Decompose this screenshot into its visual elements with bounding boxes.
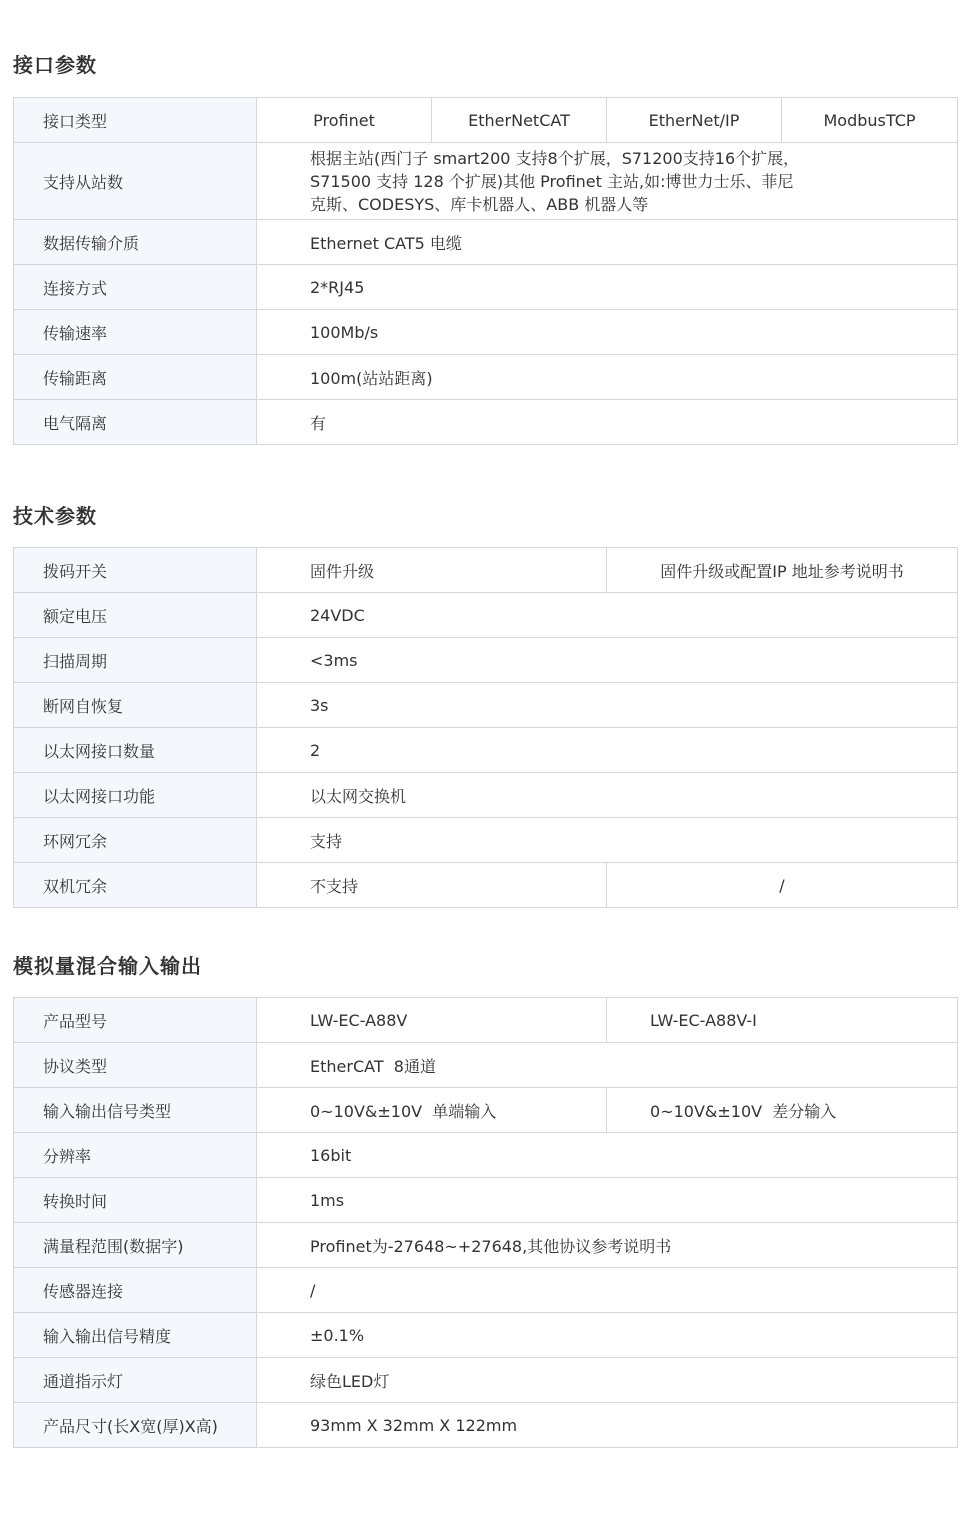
interface-type-ethernetcat: EtherNetCAT — [432, 98, 607, 143]
table-row — [14, 863, 958, 908]
row-label: 传感器连接 — [14, 1268, 257, 1313]
table-row — [14, 1358, 958, 1403]
row-value: Profinet为-27648~+27648,其他协议参考说明书 — [257, 1223, 958, 1268]
table-row — [14, 773, 958, 818]
row-value: 1ms — [257, 1178, 958, 1223]
row-label: 接口类型 — [14, 98, 257, 143]
table-row — [14, 310, 958, 355]
row-label: 环网冗余 — [14, 818, 257, 863]
table-row — [14, 998, 958, 1043]
row-value: Ethernet CAT5 电缆 — [257, 220, 958, 265]
table-row — [14, 355, 958, 400]
row-label: 分辨率 — [14, 1133, 257, 1178]
table-row — [14, 1088, 958, 1133]
value-line: 克斯、CODESYS、库卡机器人、ABB 机器人等 — [310, 194, 649, 214]
row-label: 数据传输介质 — [14, 220, 257, 265]
row-label: 以太网接口数量 — [14, 728, 257, 773]
row-value: 以太网交换机 — [257, 773, 958, 818]
section-title-analog: 模拟量混合输入输出 — [13, 954, 202, 978]
row-value: 绿色LED灯 — [257, 1358, 958, 1403]
row-label: 支持从站数 — [14, 143, 257, 220]
interface-type-profinet: Profinet — [257, 98, 432, 143]
row-label: 扫描周期 — [14, 638, 257, 683]
row-value: 24VDC — [257, 593, 958, 638]
value-line: S71500 支持 128 个扩展)其他 Profinet 主站,如:博世力士乐、菲尼 — [310, 171, 794, 191]
row-value: 100m(站站距离) — [257, 355, 958, 400]
row-value-secondary: LW-EC-A88V-I — [607, 998, 958, 1043]
table-row — [14, 818, 958, 863]
row-value: / — [257, 1268, 958, 1313]
row-value: EtherCAT 8通道 — [257, 1043, 958, 1088]
row-value: <3ms — [257, 638, 958, 683]
row-label: 断网自恢复 — [14, 683, 257, 728]
row-label: 满量程范围(数据字) — [14, 1223, 257, 1268]
analog-params-table — [13, 997, 958, 1448]
row-label: 产品尺寸(长X宽(厚)X高) — [14, 1403, 257, 1448]
row-value: 100Mb/s — [257, 310, 958, 355]
table-row — [14, 1133, 958, 1178]
row-label: 电气隔离 — [14, 400, 257, 445]
table-row — [14, 1178, 958, 1223]
table-row — [14, 683, 958, 728]
table-row — [14, 400, 958, 445]
interface-type-ethernetip: EtherNet/IP — [607, 98, 782, 143]
table-row — [14, 1403, 958, 1448]
table-row — [14, 593, 958, 638]
row-value-secondary: / — [607, 863, 958, 908]
row-label: 传输距离 — [14, 355, 257, 400]
table-row — [14, 220, 958, 265]
row-label: 产品型号 — [14, 998, 257, 1043]
row-value: 0~10V&±10V 单端输入 — [257, 1088, 607, 1133]
row-value: 固件升级 — [257, 548, 607, 593]
row-label: 连接方式 — [14, 265, 257, 310]
row-value: 支持 — [257, 818, 958, 863]
interface-type-modbustcp: ModbusTCP — [782, 98, 958, 143]
row-value: 2*RJ45 — [257, 265, 958, 310]
row-value: LW-EC-A88V — [257, 998, 607, 1043]
row-value: 93mm X 32mm X 122mm — [257, 1403, 958, 1448]
row-label: 输入输出信号精度 — [14, 1313, 257, 1358]
section-title-interface: 接口参数 — [13, 53, 97, 77]
value-line: 根据主站(西门子 smart200 支持8个扩展，S71200支持16个扩展， — [310, 148, 800, 168]
row-label: 协议类型 — [14, 1043, 257, 1088]
row-label: 转换时间 — [14, 1178, 257, 1223]
row-value: 有 — [257, 400, 958, 445]
row-value: 16bit — [257, 1133, 958, 1178]
row-label: 额定电压 — [14, 593, 257, 638]
table-row — [14, 1223, 958, 1268]
row-label: 双机冗余 — [14, 863, 257, 908]
table-row — [14, 548, 958, 593]
row-value-secondary: 固件升级或配置IP 地址参考说明书 — [607, 548, 958, 593]
row-value: 3s — [257, 683, 958, 728]
row-value: ±0.1% — [257, 1313, 958, 1358]
table-row — [14, 1313, 958, 1358]
table-row — [14, 265, 958, 310]
row-value — [257, 143, 958, 220]
row-label: 传输速率 — [14, 310, 257, 355]
table-row — [14, 143, 958, 220]
row-value: 2 — [257, 728, 958, 773]
row-value: 不支持 — [257, 863, 607, 908]
technical-params-table — [13, 547, 958, 908]
table-row — [14, 728, 958, 773]
table-row — [14, 1268, 958, 1313]
section-title-technical: 技术参数 — [13, 504, 97, 528]
row-label: 拨码开关 — [14, 548, 257, 593]
table-row — [14, 638, 958, 683]
table-row — [14, 98, 958, 143]
row-label: 输入输出信号类型 — [14, 1088, 257, 1133]
table-row — [14, 1043, 958, 1088]
row-value-secondary: 0~10V&±10V 差分输入 — [607, 1088, 958, 1133]
row-label: 通道指示灯 — [14, 1358, 257, 1403]
interface-params-table — [13, 97, 958, 445]
row-label: 以太网接口功能 — [14, 773, 257, 818]
